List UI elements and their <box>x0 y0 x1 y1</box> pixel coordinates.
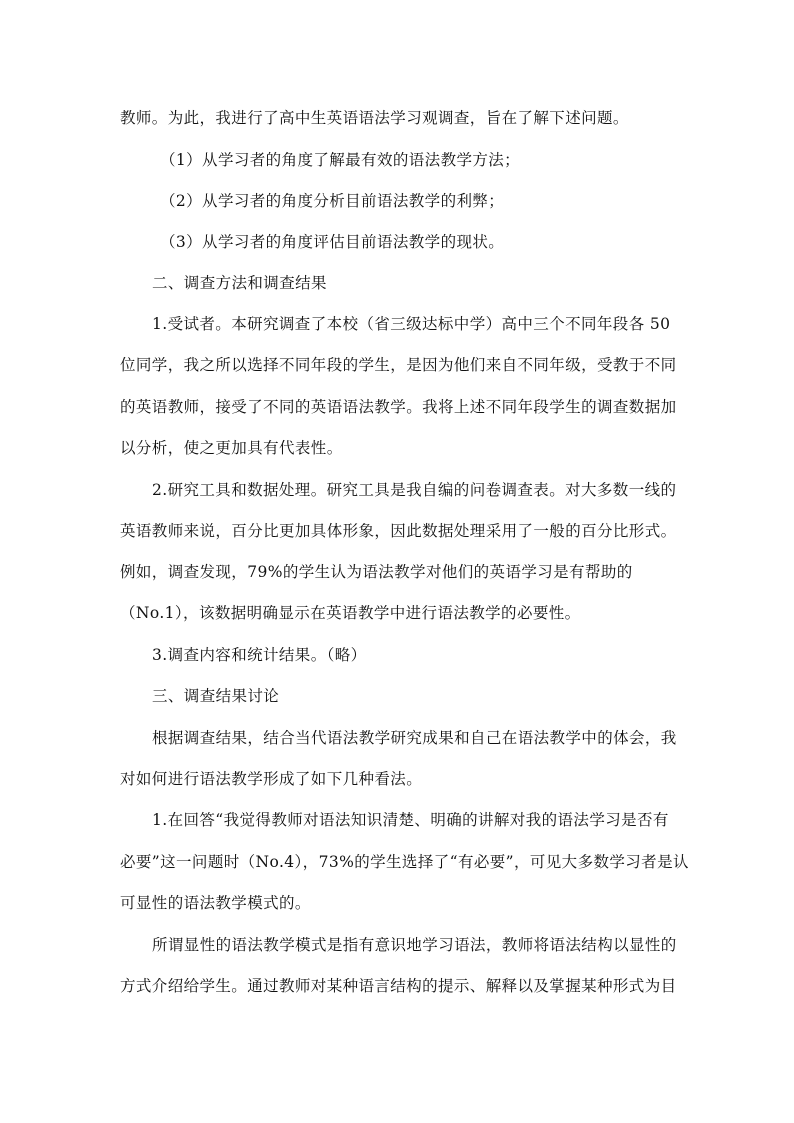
paragraph-line: 英语教师来说，百分比更加具体形象，因此数据处理采用了一般的百分比形式。 <box>120 522 677 540</box>
paragraph-line: 的英语教师，接受了不同的英语语法教学。我将上述不同年段学生的调查数据加 <box>120 398 677 416</box>
paragraph-line: （No.1），该数据明确显示在英语教学中进行语法教学的必要性。 <box>120 604 581 622</box>
paragraph-line: 必要”这一问题时（No.4），73%的学生选择了“有必要”，可见大多数学习者是认 <box>120 853 689 871</box>
section-heading: 二、调查方法和调查结果 <box>152 274 327 292</box>
paragraph-line: 所谓显性的语法教学模式是指有意识地学习语法，教师将语法结构以显性的 <box>152 936 677 954</box>
paragraph-line: 对如何进行语法教学形成了如下几种看法。 <box>120 770 423 788</box>
paragraph-line: 2.研究工具和数据处理。研究工具是我自编的问卷调查表。对大多数一线的 <box>152 481 677 499</box>
paragraph-line: 教师。为此，我进行了高中生英语语法学习观调查，旨在了解下述问题。 <box>120 109 629 127</box>
list-item: （3）从学习者的角度评估目前语法教学的现状。 <box>160 233 505 251</box>
paragraph-line: 方式介绍给学生。通过教师对某种语言结构的提示、解释以及掌握某种形式为目 <box>120 977 677 995</box>
paragraph-line: 可显性的语法教学模式的。 <box>120 894 311 912</box>
paragraph-line: 例如，调查发现，79%的学生认为语法教学对他们的英语学习是有帮助的 <box>120 563 633 581</box>
section-heading: 三、调查结果讨论 <box>152 687 280 705</box>
paragraph-line: 根据调查结果，结合当代语法教学研究成果和自己在语法教学中的体会，我 <box>152 729 677 747</box>
paragraph-line: 3.调查内容和统计结果。（略） <box>152 646 367 664</box>
paragraph-line: 1.受试者。本研究调查了本校（省三级达标中学）高中三个不同年段各 50 <box>152 315 671 333</box>
paragraph-line: 以分析，使之更加具有代表性。 <box>120 439 343 457</box>
list-item: （2）从学习者的角度分析目前语法教学的利弊； <box>160 192 505 210</box>
paragraph-line: 位同学，我之所以选择不同年段的学生，是因为他们来自不同年级，受教于不同 <box>120 356 677 374</box>
paragraph-line: 1.在回答“我觉得教师对语法知识清楚、明确的讲解对我的语法学习是否有 <box>152 811 669 829</box>
list-item: （1）从学习者的角度了解最有效的语法教学方法； <box>160 151 521 169</box>
